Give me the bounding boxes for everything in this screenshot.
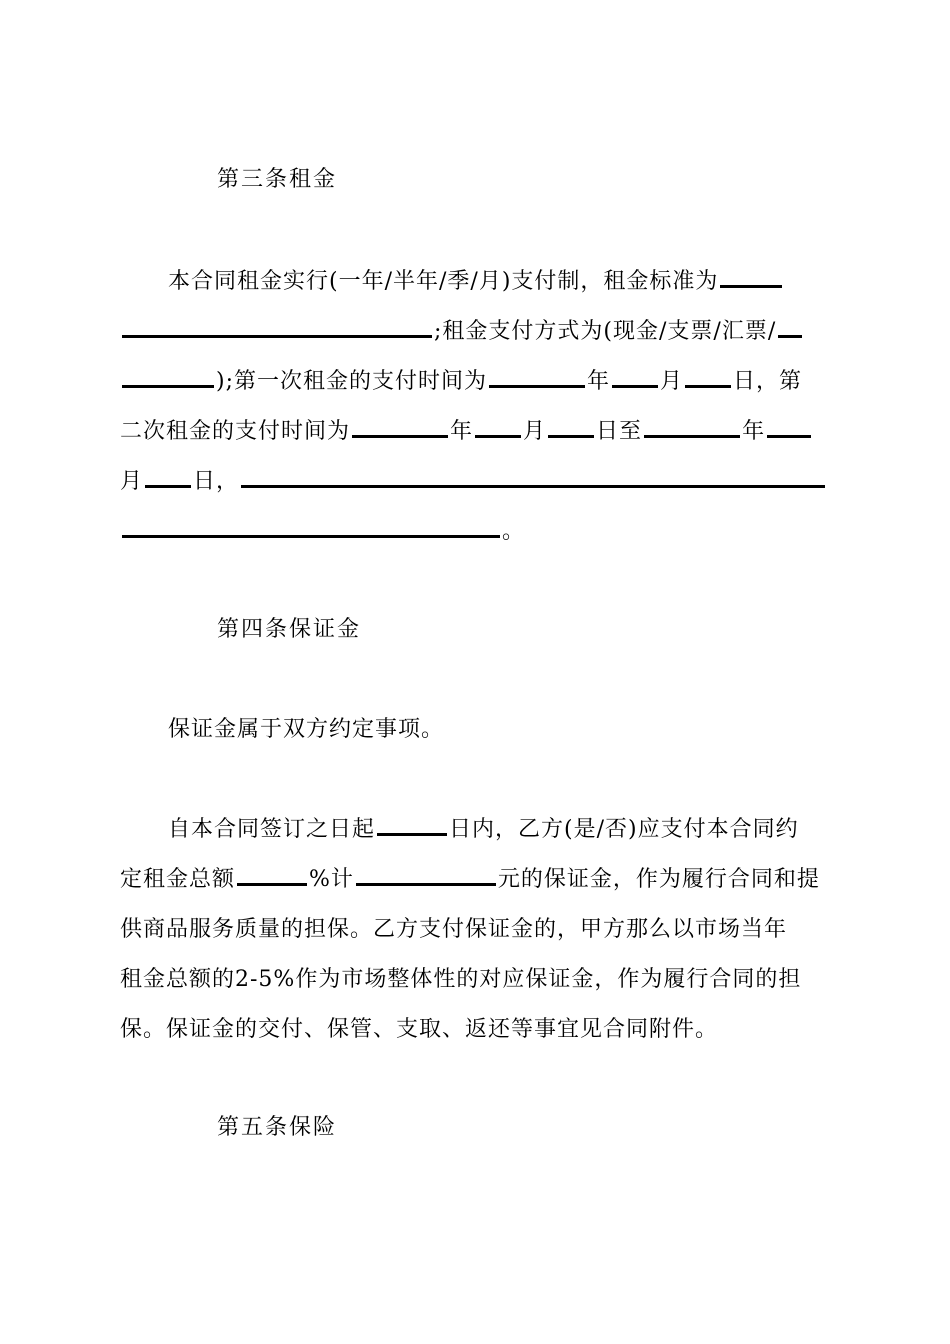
percent-label: %计 [309,867,354,892]
month-label: 月 [523,419,547,444]
article4-heading: 第四条保证金 [217,617,362,642]
second-payment-month-blank[interactable] [475,415,521,438]
first-payment-year-blank[interactable] [489,365,585,388]
day-to-label: 日至 [596,419,643,444]
second-payment-label: 二次租金的支付时间为 [120,419,351,444]
article3-line1-text: 本合同租金实行(一年/半年/季/月)支付制，租金标准为 [168,269,719,294]
payment-method-blank[interactable] [778,315,802,338]
year-label: 年 [587,369,611,394]
rent-total-label: 定租金总额 [120,867,236,892]
article4-para1: 保证金属于双方约定事项。 [168,717,445,742]
period-mark: 。 [502,519,526,544]
month-label: 月 [660,369,684,394]
article4-para2-line3: 供商品服务质量的担保。乙方支付保证金的，甲方那么以市场当年 [120,917,788,942]
article3-line3 [120,364,802,395]
second-payment-end-year-blank[interactable] [644,415,740,438]
other-terms-blank[interactable] [241,465,825,488]
article3-line5 [120,464,827,495]
deposit-days-label: 自本合同签订之日起 [168,817,376,842]
article5-heading: 第五条保险 [217,1115,338,1140]
article4-para2-line1 [168,812,799,843]
deposit-days-blank[interactable] [377,813,447,836]
month-label: 月 [120,469,144,494]
rent-standard-blank[interactable] [720,265,782,288]
rent-standard-blank-cont[interactable] [122,315,432,338]
second-payment-year-blank[interactable] [352,415,448,438]
second-payment-end-day-blank[interactable] [145,465,191,488]
first-payment-month-blank[interactable] [612,365,658,388]
payment-method-blank-cont[interactable] [122,365,214,388]
deposit-purpose-text: 元的保证金，作为履行合同和提 [497,867,820,892]
deposit-percent-blank[interactable] [237,863,307,886]
second-payment-day-blank[interactable] [548,415,594,438]
first-payment-day-blank[interactable] [685,365,731,388]
day-label: 日，第 [733,369,803,394]
deposit-obligation-text: 日内，乙方(是/否)应支付本合同约 [449,817,799,842]
year-label: 年 [742,419,766,444]
first-payment-label: );第一次租金的支付时间为 [216,369,487,394]
article4-para2-line5: 保。保证金的交付、保管、支取、返还等事宜见合同附件。 [120,1017,719,1042]
article3-line2-text: ;租金支付方式为(现金/支票/汇票/ [434,319,777,344]
day-label: 日， [193,469,240,494]
deposit-amount-blank[interactable] [356,863,496,886]
article3-line1 [168,264,784,295]
article4-para2-line2 [120,862,820,893]
article3-heading: 第三条租金 [217,167,338,192]
article3-line4 [120,414,813,445]
article3-line6 [120,514,525,545]
article4-para2-line4: 租金总额的2-5%作为市场整体性的对应保证金，作为履行合同的担 [120,967,802,992]
year-label: 年 [450,419,474,444]
second-payment-end-month-blank[interactable] [767,415,811,438]
other-terms-blank-cont[interactable] [122,515,500,538]
article3-line2 [120,314,804,345]
